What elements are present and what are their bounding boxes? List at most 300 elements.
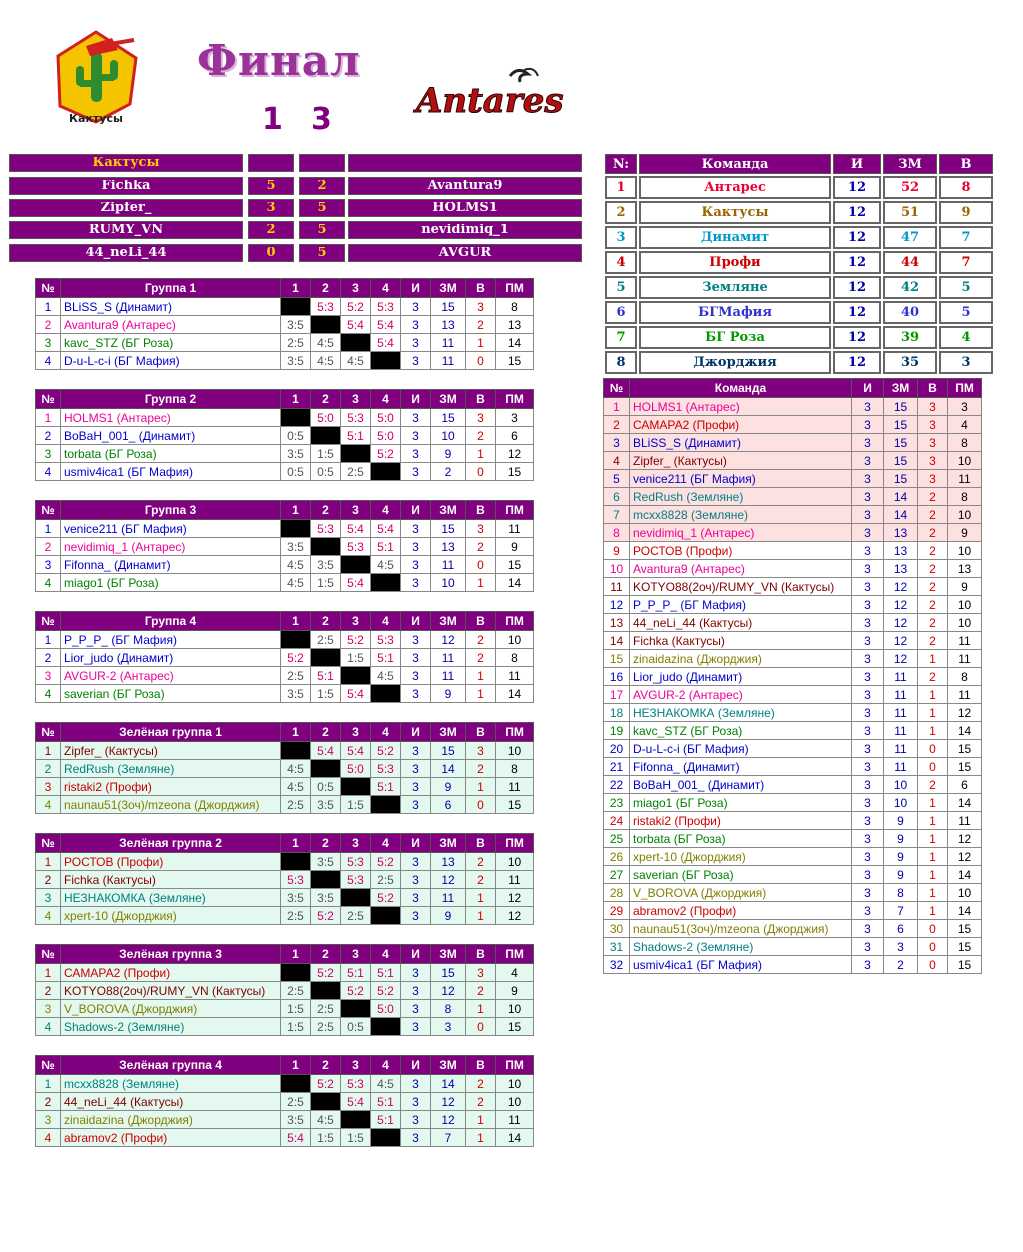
overall-i: 3 <box>852 506 884 524</box>
group-col-header: В <box>466 1056 496 1075</box>
overall-n: 13 <box>604 614 630 632</box>
stat-pm: 13 <box>496 316 534 334</box>
overall-name: zinaidazina (Джорджия) <box>630 650 852 668</box>
group-col-header: 2 <box>311 279 341 298</box>
overall-zm: 8 <box>884 884 918 902</box>
stat-v: 1 <box>466 574 496 592</box>
match-score: 0:5 <box>281 427 311 445</box>
standings-v: 3 <box>939 351 993 374</box>
match-score: 4:5 <box>311 334 341 352</box>
overall-name: САМАРА2 (Профи) <box>630 416 852 434</box>
self-match-cell <box>281 1075 311 1093</box>
stat-v: 3 <box>466 409 496 427</box>
group-table <box>35 611 534 703</box>
group-col-header: 3 <box>341 723 371 742</box>
overall-n: 18 <box>604 704 630 722</box>
stat-zm: 13 <box>431 853 466 871</box>
standings-zm: 51 <box>883 201 937 224</box>
match-score: 2:5 <box>311 1018 341 1036</box>
stat-pm: 15 <box>496 352 534 370</box>
overall-zm: 9 <box>884 848 918 866</box>
overall-v: 0 <box>918 920 948 938</box>
player-name: naunau51(3оч)/mzeona (Джорджия) <box>61 796 281 814</box>
self-match-cell <box>281 520 311 538</box>
standings-i: 12 <box>833 326 881 349</box>
row-number: 2 <box>36 982 61 1000</box>
stat-i: 3 <box>401 334 431 352</box>
group-row <box>36 352 534 370</box>
overall-v: 0 <box>918 956 948 974</box>
match-score: 5:2 <box>371 982 401 1000</box>
overall-n: 32 <box>604 956 630 974</box>
overall-pm: 3 <box>948 398 982 416</box>
standings-i: 12 <box>833 251 881 274</box>
overall-zm: 6 <box>884 920 918 938</box>
overall-v: 2 <box>918 596 948 614</box>
overall-name: abramov2 (Профи) <box>630 902 852 920</box>
stat-i: 3 <box>401 778 431 796</box>
stat-v: 2 <box>466 631 496 649</box>
overall-n: 8 <box>604 524 630 542</box>
overall-i: 3 <box>852 740 884 758</box>
group-col-header: 1 <box>281 723 311 742</box>
group-col-header: В <box>466 279 496 298</box>
group-row <box>36 649 534 667</box>
match-score: 5:4 <box>311 742 341 760</box>
match-as: 2 <box>299 177 345 195</box>
stat-v: 1 <box>466 1129 496 1147</box>
match-score: 5:0 <box>371 427 401 445</box>
stat-i: 3 <box>401 1093 431 1111</box>
stat-v: 2 <box>466 1093 496 1111</box>
match-as: 5 <box>299 199 345 217</box>
overall-v: 3 <box>918 398 948 416</box>
match-score: 5:2 <box>371 889 401 907</box>
match-score: 4:5 <box>341 352 371 370</box>
overall-zm: 15 <box>884 434 918 452</box>
overall-n: 20 <box>604 740 630 758</box>
overall-row <box>604 560 982 578</box>
overall-name: НЕЗНАКОМКА (Земляне) <box>630 704 852 722</box>
overall-n: 25 <box>604 830 630 848</box>
overall-zm: 12 <box>884 614 918 632</box>
group-col-header: 3 <box>341 390 371 409</box>
overall-v: 1 <box>918 794 948 812</box>
match-hs: 0 <box>248 244 294 262</box>
stat-i: 3 <box>401 1075 431 1093</box>
overall-i: 3 <box>852 866 884 884</box>
stat-v: 1 <box>466 1111 496 1129</box>
overall-name: venice211 (БГ Мафия) <box>630 470 852 488</box>
self-match-cell <box>341 445 371 463</box>
overall-pm: 15 <box>948 740 982 758</box>
overall-row <box>604 650 982 668</box>
overall-n: 11 <box>604 578 630 596</box>
group-title: Зелёная группа 3 <box>61 945 281 964</box>
stat-v: 3 <box>466 964 496 982</box>
overall-row <box>604 632 982 650</box>
player-name: kavc_STZ (БГ Роза) <box>61 334 281 352</box>
self-match-cell <box>311 316 341 334</box>
standings-team: БГ Роза <box>639 326 831 349</box>
match-score: 4:5 <box>371 1075 401 1093</box>
group-col-number: № <box>36 834 61 853</box>
overall-row <box>604 758 982 776</box>
group-col-header: И <box>401 723 431 742</box>
group-col-header: 4 <box>371 834 401 853</box>
match-score: 5:3 <box>341 1075 371 1093</box>
stat-i: 3 <box>401 742 431 760</box>
stat-i: 3 <box>401 520 431 538</box>
overall-i: 3 <box>852 596 884 614</box>
overall-v: 2 <box>918 776 948 794</box>
stat-i: 3 <box>401 538 431 556</box>
row-number: 2 <box>36 1093 61 1111</box>
group-row <box>36 556 534 574</box>
match-score: 3:5 <box>281 316 311 334</box>
match-score: 5:4 <box>371 520 401 538</box>
group-col-header: В <box>466 612 496 631</box>
group-col-header: ЗМ <box>431 390 466 409</box>
group-col-header: 4 <box>371 501 401 520</box>
player-name: HOLMS1 (Антарес) <box>61 409 281 427</box>
overall-v: 0 <box>918 740 948 758</box>
match-as: 5 <box>299 244 345 262</box>
overall-n: 31 <box>604 938 630 956</box>
group-row <box>36 520 534 538</box>
overall-name: naunau51(3оч)/mzeona (Джорджия) <box>630 920 852 938</box>
stat-pm: 11 <box>496 520 534 538</box>
row-number: 2 <box>36 760 61 778</box>
match-score: 3:5 <box>311 556 341 574</box>
self-match-cell <box>281 964 311 982</box>
group-col-header: ПМ <box>496 390 534 409</box>
match-score: 5:1 <box>341 964 371 982</box>
stat-i: 3 <box>401 889 431 907</box>
group-table <box>35 1055 534 1147</box>
match-away: HOLMS1 <box>348 199 582 217</box>
overall-row <box>604 902 982 920</box>
match-score: 5:4 <box>341 574 371 592</box>
overall-pm: 11 <box>948 686 982 704</box>
stat-zm: 8 <box>431 1000 466 1018</box>
match-score: 5:3 <box>341 871 371 889</box>
stat-i: 3 <box>401 982 431 1000</box>
overall-pm: 11 <box>948 470 982 488</box>
player-name: saverian (БГ Роза) <box>61 685 281 703</box>
stat-pm: 3 <box>496 409 534 427</box>
match-score: 4:5 <box>281 556 311 574</box>
overall-row <box>604 506 982 524</box>
standings-row <box>605 351 993 374</box>
group-col-header: И <box>401 834 431 853</box>
stat-v: 0 <box>466 463 496 481</box>
group-col-header: 4 <box>371 723 401 742</box>
overall-i: 3 <box>852 758 884 776</box>
group-col-header: 3 <box>341 945 371 964</box>
overall-i: 3 <box>852 722 884 740</box>
group-row <box>36 334 534 352</box>
stat-pm: 11 <box>496 1111 534 1129</box>
stat-i: 3 <box>401 574 431 592</box>
group-col-header: 1 <box>281 390 311 409</box>
match-score: 0:5 <box>311 463 341 481</box>
match-score: 5:3 <box>371 298 401 316</box>
overall-row <box>604 956 982 974</box>
overall-i: 3 <box>852 704 884 722</box>
overall-row <box>604 524 982 542</box>
stat-zm: 9 <box>431 685 466 703</box>
overall-i: 3 <box>852 398 884 416</box>
self-match-cell <box>341 334 371 352</box>
overall-zm: 11 <box>884 722 918 740</box>
overall-pm: 12 <box>948 704 982 722</box>
stat-pm: 8 <box>496 298 534 316</box>
overall-v: 3 <box>918 434 948 452</box>
overall-zm: 15 <box>884 398 918 416</box>
group-col-header: И <box>401 390 431 409</box>
player-name: D-u-L-c-i (БГ Мафия) <box>61 352 281 370</box>
overall-zm: 12 <box>884 578 918 596</box>
match-score: 5:3 <box>341 409 371 427</box>
self-match-cell <box>371 352 401 370</box>
overall-zm: 12 <box>884 650 918 668</box>
group-row <box>36 889 534 907</box>
player-name: Fichka (Кактусы) <box>61 871 281 889</box>
stat-zm: 9 <box>431 778 466 796</box>
stat-pm: 10 <box>496 1075 534 1093</box>
row-number: 2 <box>36 427 61 445</box>
player-name: Avantura9 (Антарес) <box>61 316 281 334</box>
group-col-header: И <box>401 612 431 631</box>
group-col-header: 2 <box>311 1056 341 1075</box>
standings-team: Земляне <box>639 276 831 299</box>
match-score: 5:2 <box>311 964 341 982</box>
match-score: 5:1 <box>371 538 401 556</box>
match-score: 3:5 <box>311 889 341 907</box>
match-score: 5:3 <box>341 538 371 556</box>
match-away: AVGUR <box>348 244 582 262</box>
overall-v: 1 <box>918 722 948 740</box>
stat-i: 3 <box>401 667 431 685</box>
stat-zm: 12 <box>431 631 466 649</box>
group-table <box>35 500 534 592</box>
group-col-header: И <box>401 279 431 298</box>
overall-v: 2 <box>918 488 948 506</box>
standings-v: 9 <box>939 201 993 224</box>
overall-row <box>604 686 982 704</box>
overall-name: Lior_judo (Динамит) <box>630 668 852 686</box>
group-row <box>36 445 534 463</box>
match-score: 4:5 <box>371 667 401 685</box>
stat-zm: 11 <box>431 352 466 370</box>
stat-v: 0 <box>466 556 496 574</box>
match-score: 2:5 <box>311 631 341 649</box>
overall-pm: 9 <box>948 578 982 596</box>
overall-row <box>604 866 982 884</box>
stat-pm: 10 <box>496 742 534 760</box>
match-score: 2:5 <box>341 463 371 481</box>
match-header-cell <box>299 154 345 172</box>
group-row <box>36 298 534 316</box>
overall-v: 2 <box>918 506 948 524</box>
stat-i: 3 <box>401 445 431 463</box>
stat-v: 0 <box>466 352 496 370</box>
overall-n: 6 <box>604 488 630 506</box>
overall-zm: 15 <box>884 452 918 470</box>
self-match-cell <box>281 631 311 649</box>
match-score: 5:4 <box>371 316 401 334</box>
match-score: 1:5 <box>281 1018 311 1036</box>
overall-zm: 15 <box>884 416 918 434</box>
stat-pm: 12 <box>496 445 534 463</box>
overall-header: ПМ <box>948 379 982 398</box>
match-score: 5:2 <box>371 853 401 871</box>
overall-n: 23 <box>604 794 630 812</box>
self-match-cell <box>311 649 341 667</box>
match-home: RUMY_VN <box>9 221 243 239</box>
stat-pm: 15 <box>496 796 534 814</box>
group-table <box>35 944 534 1036</box>
group-col-header: ПМ <box>496 723 534 742</box>
row-number: 3 <box>36 1111 61 1129</box>
match-as: 5 <box>299 221 345 239</box>
overall-row <box>604 542 982 560</box>
self-match-cell <box>281 853 311 871</box>
stat-pm: 6 <box>496 427 534 445</box>
overall-v: 1 <box>918 866 948 884</box>
overall-row <box>604 830 982 848</box>
player-name: zinaidazina (Джорджия) <box>61 1111 281 1129</box>
overall-pm: 10 <box>948 542 982 560</box>
overall-v: 3 <box>918 470 948 488</box>
overall-n: 14 <box>604 632 630 650</box>
overall-zm: 2 <box>884 956 918 974</box>
group-col-header: 2 <box>311 723 341 742</box>
overall-n: 22 <box>604 776 630 794</box>
group-col-number: № <box>36 945 61 964</box>
overall-zm: 14 <box>884 488 918 506</box>
standings-n: 6 <box>605 301 637 324</box>
stat-pm: 9 <box>496 982 534 1000</box>
group-col-header: 2 <box>311 612 341 631</box>
row-number: 3 <box>36 556 61 574</box>
overall-n: 26 <box>604 848 630 866</box>
standings-team: Антарес <box>639 176 831 199</box>
match-score: 4:5 <box>311 1111 341 1129</box>
overall-i: 3 <box>852 794 884 812</box>
overall-name: V_BOROVA (Джорджия) <box>630 884 852 902</box>
overall-name: P_P_P_ (БГ Мафия) <box>630 596 852 614</box>
overall-i: 3 <box>852 434 884 452</box>
match-score: 5:2 <box>311 907 341 925</box>
overall-i: 3 <box>852 686 884 704</box>
match-score: 2:5 <box>281 1093 311 1111</box>
overall-n: 21 <box>604 758 630 776</box>
overall-n: 12 <box>604 596 630 614</box>
match-score: 5:2 <box>371 742 401 760</box>
group-col-header: 3 <box>341 501 371 520</box>
row-number: 2 <box>36 316 61 334</box>
stat-zm: 13 <box>431 538 466 556</box>
self-match-cell <box>311 871 341 889</box>
group-row <box>36 685 534 703</box>
group-title: Группа 3 <box>61 501 281 520</box>
overall-zm: 11 <box>884 668 918 686</box>
row-number: 1 <box>36 964 61 982</box>
group-col-header: 2 <box>311 945 341 964</box>
overall-zm: 11 <box>884 740 918 758</box>
match-score: 5:0 <box>371 1000 401 1018</box>
overall-pm: 11 <box>948 650 982 668</box>
group-row <box>36 1000 534 1018</box>
stat-pm: 10 <box>496 853 534 871</box>
group-col-number: № <box>36 501 61 520</box>
overall-pm: 14 <box>948 722 982 740</box>
match-score: 1:5 <box>311 1129 341 1147</box>
overall-name: D-u-L-c-i (БГ Мафия) <box>630 740 852 758</box>
standings-zm: 42 <box>883 276 937 299</box>
overall-i: 3 <box>852 956 884 974</box>
overall-pm: 12 <box>948 848 982 866</box>
stat-i: 3 <box>401 298 431 316</box>
stat-zm: 2 <box>431 463 466 481</box>
match-score: 3:5 <box>311 796 341 814</box>
row-number: 3 <box>36 334 61 352</box>
row-number: 4 <box>36 1018 61 1036</box>
overall-zm: 10 <box>884 776 918 794</box>
overall-zm: 3 <box>884 938 918 956</box>
overall-pm: 14 <box>948 866 982 884</box>
stat-i: 3 <box>401 427 431 445</box>
group-row <box>36 853 534 871</box>
stat-pm: 15 <box>496 556 534 574</box>
overall-v: 1 <box>918 884 948 902</box>
standings-zm: 35 <box>883 351 937 374</box>
overall-name: РОСТОВ (Профи) <box>630 542 852 560</box>
overall-i: 3 <box>852 578 884 596</box>
stat-v: 3 <box>466 520 496 538</box>
group-col-header: 3 <box>341 1056 371 1075</box>
group-row <box>36 631 534 649</box>
self-match-cell <box>281 298 311 316</box>
group-row <box>36 574 534 592</box>
stat-v: 2 <box>466 982 496 1000</box>
self-match-cell <box>371 1018 401 1036</box>
match-score: 5:3 <box>371 760 401 778</box>
overall-v: 2 <box>918 524 948 542</box>
overall-name: Zipfer_ (Кактусы) <box>630 452 852 470</box>
match-score: 5:1 <box>371 964 401 982</box>
player-name: venice211 (БГ Мафия) <box>61 520 281 538</box>
stat-v: 1 <box>466 1000 496 1018</box>
overall-i: 3 <box>852 938 884 956</box>
match-score: 5:4 <box>341 685 371 703</box>
group-table <box>35 389 534 481</box>
standings-header: Команда <box>639 154 831 174</box>
player-name: 44_neLi_44 (Кактусы) <box>61 1093 281 1111</box>
group-col-header: ЗМ <box>431 834 466 853</box>
group-row <box>36 409 534 427</box>
overall-row <box>604 416 982 434</box>
stat-v: 1 <box>466 907 496 925</box>
stat-v: 3 <box>466 298 496 316</box>
overall-row <box>604 614 982 632</box>
standings-team: Динамит <box>639 226 831 249</box>
stat-i: 3 <box>401 631 431 649</box>
stat-pm: 8 <box>496 760 534 778</box>
overall-n: 4 <box>604 452 630 470</box>
